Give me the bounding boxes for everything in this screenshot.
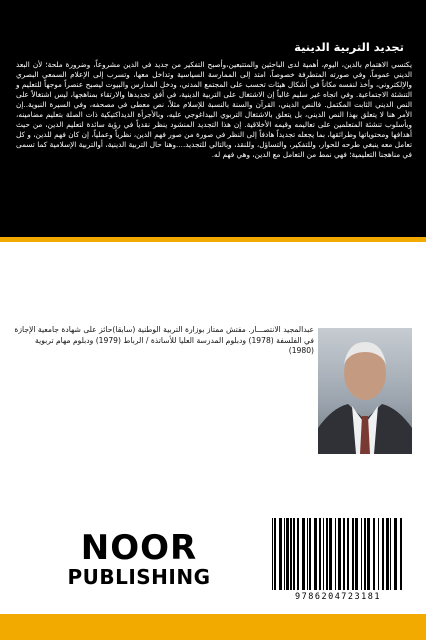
barcode-bar (394, 518, 397, 590)
barcode-bar (319, 518, 321, 590)
barcode-bar (272, 518, 273, 590)
barcode-bar (400, 518, 402, 590)
barcode-bar (307, 518, 308, 590)
barcode-bar (323, 518, 324, 590)
isbn-number: 9786204723181 (294, 592, 382, 602)
publisher-logo-noor: NOOR (80, 528, 198, 568)
barcode-bar (338, 518, 341, 590)
barcode-bar (386, 518, 389, 590)
barcode-bar (329, 518, 332, 590)
barcode-bar (378, 518, 379, 590)
barcode-bar (314, 518, 317, 590)
barcode-bar (352, 518, 354, 590)
gold-divider-bar (0, 237, 426, 242)
barcode-bar (347, 518, 349, 590)
barcode-bar (293, 518, 295, 590)
publisher-logo-publishing: PUBLISHING (67, 565, 211, 589)
barcode-bar (297, 518, 299, 590)
author-bio: عبدالمجيد الانتصـــار. مفتش ممتاز بوزارة التربية الوطنية (سابقا)حائز على شهادة جامعية الإجازة في الفلسفة (1978) ودبلوم المدرسة العليا للأساتذة / الرباط (1979) ودبلوم مهام تربوية (1980) (14, 325, 314, 355)
book-title: تجديد التربية الدينية (294, 40, 404, 54)
book-description: يكتسي الاهتمام بالدين، اليوم، أهمية لدى الباحثين والمتتبعين،وأصبح التفكير من جديد في الدين مشروعاً، وضرورة ملحة؛ لأن البعد الديني عموماً، وفي صورته المتطرفة خصوصاً، امتد إلى الممارسة السياسية وتداخل معها، وتسرب إلى الإعلام السمعي البصري والإلكتروني، وأخذ لنفسه مكاناً في أشكال هيئات تحسب على المجتمع المدني، ودخل المدارس والبيوت ليصبح عنصراً موجهاً للتعليم و التنشئة الاجتماعية. وفي اتجاه غير سليم غالباً إن الاشتغال على التربية الدينية، في أفق تجديدها والارتقاء بمناهجها، ليس اشتغالاً على النص الديني الثابت المكتمل. فالنص الديني، القرآن والسنة بالنسبة للإسلام مثلاً، نص معطى في مصحفه، وفي السيرة النبوية..إن الأمر هنا لا يتعلق بهذا النص الديني، بل يتعلق بالاشتغال التربوي البيداغوجي عليه، وبالأجرأة الديداكتيكية ذات الصلة بتعليم مضامينه، وبأسلوب تنشئة المتعلمين على تعاليمه وقيمه الأخلاقية. إن هذا التجديد المنشود ينظر نقدياً في رؤية سائدة لتعليم الدين، من حيث أهدافها ومحتوياتها وطرائقها، بما يجعله تجديداً هادفاً إلى النظر في صورة من صور فهم الدين، نظرياً وعملياً، إن كان فهم للدين، و كل تعامل معه ينبغي طرحه للحوار، وللتفكير، والتساؤل، وللنقد، وبالتالي للتجديد....وهنا حال التربية الدينية، أوالتربية الإسلامية كما تسمى في مناهجنا التعليمية؛ فهي نمط من التعامل مع الدين، وهي فهم له. (16, 60, 412, 159)
barcode-bar (373, 518, 375, 590)
barcode-bar (274, 518, 276, 590)
barcode-icon (264, 516, 412, 592)
barcode-bar (286, 518, 289, 590)
gold-bottom-bar (0, 614, 426, 640)
barcode-bar (302, 518, 305, 590)
barcode-bar (335, 518, 336, 590)
barcode-bar (390, 518, 391, 590)
barcode-bar (290, 518, 292, 590)
isbn-barcode (264, 516, 412, 602)
barcode-bar (309, 518, 311, 590)
barcode-bar (382, 518, 384, 590)
author-photo (318, 328, 412, 454)
barcode-bar (326, 518, 328, 590)
barcode-bar (364, 518, 366, 590)
barcode-bar (361, 518, 362, 590)
publisher-logo (64, 530, 214, 588)
barcode-bar (279, 518, 282, 590)
barcode-bar (367, 518, 370, 590)
barcode-bar (355, 518, 358, 590)
barcode-bar (284, 518, 285, 590)
barcode-bar (343, 518, 345, 590)
